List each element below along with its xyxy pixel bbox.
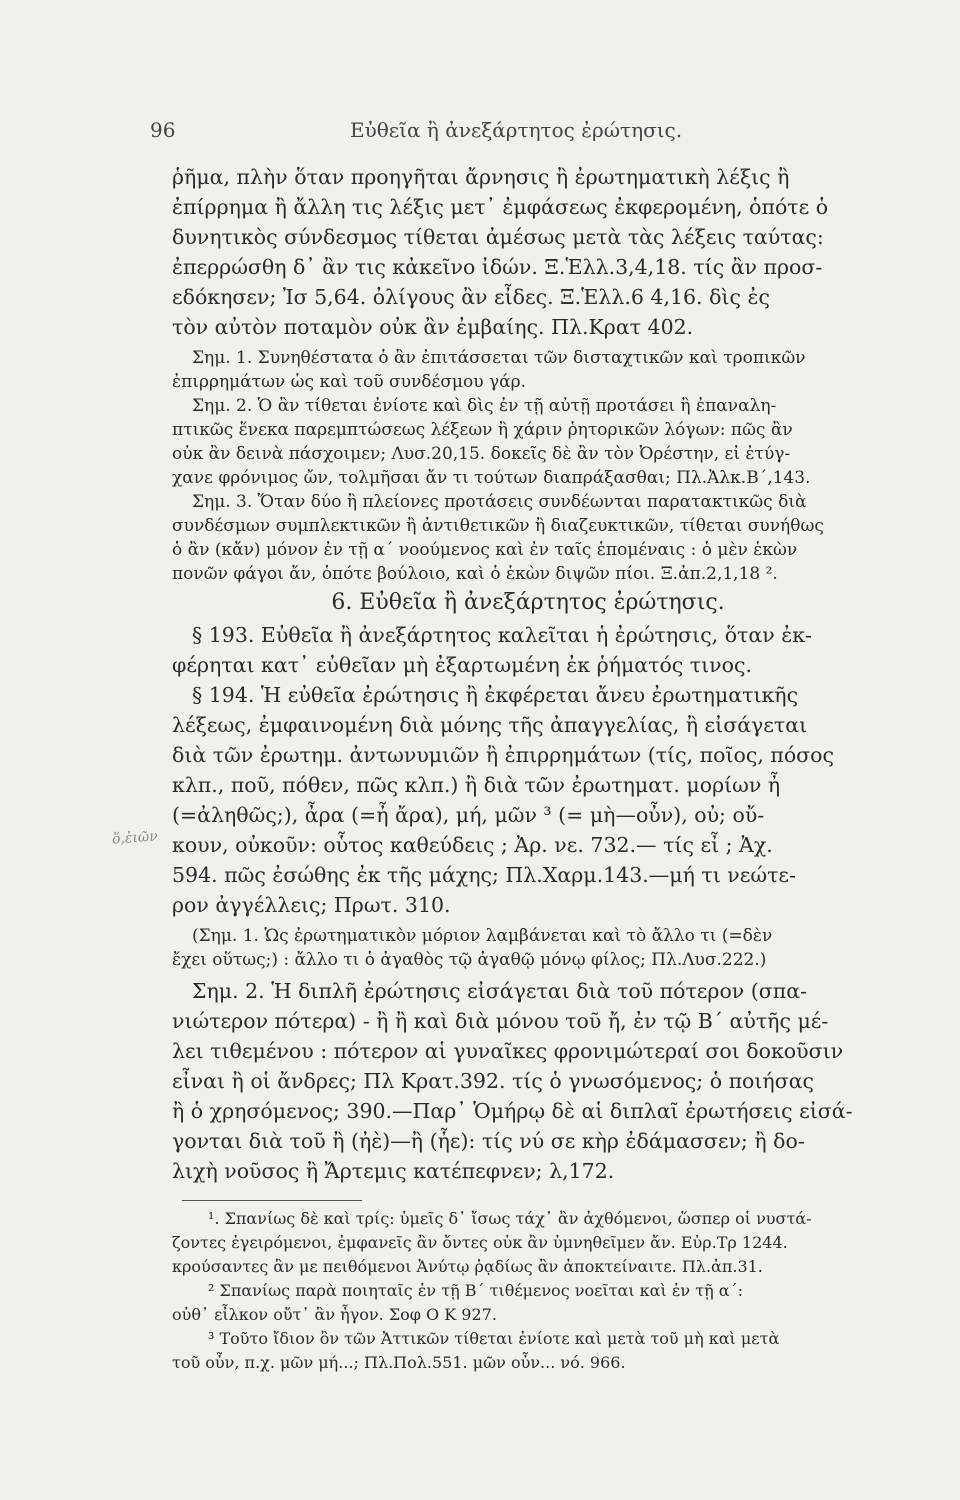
note-line: Σημ. 1. Συνηθέστατα ὁ ἂν ἐπιτάσσεται τῶν δισταχτικῶν καὶ τροπικῶν [192,348,806,368]
note-line: πονῶν φάγοι ἄν, ὁπότε βούλοιο, καὶ ὁ ἑκὼν διψῶν πίοι. Ξ.ἀπ.2,1,18 ². [172,564,778,584]
body-line: εδόκησεν; Ἰσ 5,64. ὀλίγους ἂν εἶδες. Ξ.Ἑλλ.6 4,16. δὶς ἐς [172,285,770,309]
note-line: ἔχει οὕτως;) : ἄλλο τι ὁ ἀγαθὸς τῷ ἀγαθῷ μόνῳ φίλος; Πλ.Λυσ.222.) [172,950,767,970]
note-line: οὐκ ἂν δεινὰ πάσχοιμεν; Λυσ.20,15. δοκεῖς δὲ ἂν τὸν Ὀρέστην, εἰ ἐτύγ- [172,444,791,464]
page-number: 96 [150,118,176,142]
section-line: λει τιθεμένου : πότερον αἱ γυναῖκες φρονιμώτεραί σοι δοκοῦσιν [172,1039,844,1063]
footnote-line: ζοντες ἐγειρόμενοι, ἐμφανεῖς ἂν ὄντες οὐκ ἂν ὑμνηθεῖμεν ἄν. Εὐρ.Τρ 1244. [172,1233,788,1252]
footnote-rule [182,1200,362,1201]
footnote-line: οὐθ᾽ εἶλκον οὔτ᾽ ἂν ἦγον. Σοφ Ο Κ 927. [172,1305,497,1324]
note-line: (Σημ. 1. Ὡς ἐρωτηματικὸν μόριον λαμβάνεται καὶ τὸ ἄλλο τι (=δὲν [192,926,773,946]
note-line: ἐπιρρημάτων ὡς καὶ τοῦ συνδέσμου γάρ. [172,372,526,392]
note-line: πτικῶς ἕνεκα παρεμπτώσεως λέξεων ἢ χάριν ῥητορικῶν λόγων: πῶς ἂν [172,420,793,440]
section-line: ἢ ὁ χρησόμενος; 390.—Παρ᾽ Ὁμήρῳ δὲ αἱ διπλαῖ ἐρωτήσεις εἰσά- [172,1099,853,1123]
running-title: Εὐθεῖα ἢ ἀνεξάρτητος ἐρώτησις. [350,118,683,142]
note-line: ὁ ἂν (κἄν) μόνον ἐν τῇ α΄ νοούμενος καὶ ἐν ταῖς ἑπομέναις : ὁ μὲν ἑκὼν [172,540,798,560]
section-line: Σημ. 2. Ἡ διπλῆ ἐρώτησις εἰσάγεται διὰ τοῦ πότερον (σπα- [192,979,808,1003]
page-body [172,162,884,1375]
section-line: § 193. Εὐθεῖα ἢ ἀνεξάρτητος καλεῖται ἡ ἐρώτησις, ὅταν ἐκ- [192,623,812,647]
body-line: δυνητικὸς σύνδεσμος τίθεται ἀμέσως μετὰ τὰς λέξεις ταύτας: [172,225,824,249]
note-line: χανε φρόνιμος ὤν, τολμῆσαι ἄν τι τούτων διαπράξασθαι; Πλ.Ἀλκ.Β΄,143. [172,468,811,488]
body-line: ἐπίρρημα ἢ ἄλλη τις λέξις μετ᾽ ἐμφάσεως ἐκφερομένη, ὁπότε ὁ [172,195,829,219]
footnote-line: ² Σπανίως παρὰ ποιηταῖς ἐν τῇ Β΄ τιθέμενος νοεῖται καὶ ἐν τῇ α΄: [208,1281,743,1300]
note-line: Σημ. 2. Ὁ ἂν τίθεται ἐνίοτε καὶ δὶς ἐν τῇ αὐτῇ προτάσει ἢ ἐπαναλη- [192,396,777,416]
section-line: εἶναι ἢ οἱ ἄνδρες; Πλ Κρατ.392. τίς ὁ γνωσόμενος; ὁ ποιήσας [172,1069,815,1093]
section-line: διὰ τῶν ἐρωτημ. ἀντωνυμιῶν ἢ ἐπιρρημάτων (τίς, ποῖος, πόσος [172,743,834,767]
section-line: κλπ., ποῦ, πόθεν, πῶς κλπ.) ἢ διὰ τῶν ἐρωτηματ. μορίων ἦ [172,773,781,797]
section-heading: 6. Εὐθεῖα ἢ ἀνεξάρτητος ἐρώτησις. [331,590,725,615]
section-line: φέρηται κατ᾽ εὐθεῖαν μὴ ἐξαρτωμένη ἐκ ῥήματός τινος. [172,653,752,677]
footnote-line: τοῦ οὖν, π.χ. μῶν μή...; Πλ.Πολ.551. μῶν οὖν... νό. 966. [172,1353,626,1372]
footnote-line: ¹. Σπανίως δὲ καὶ τρίς: ὑμεῖς δ᾽ ἴσως τάχ᾽ ἂν ἀχθόμενοι, ὥσπερ οἱ νυστά- [208,1209,812,1228]
note-line: συνδέσμων συμπλεκτικῶν ἢ ἀντιθετικῶν ἢ διαζευκτικῶν, τίθεται συνήθως [172,516,824,536]
section-line: λιχὴ νοῦσος ἢ Ἄρτεμις κατέπεφνεν; λ,172. [172,1159,615,1183]
section-line: 594. πῶς ἐσώθης ἐκ τῆς μάχης; Πλ.Χαρμ.143.—μή τι νεώτε- [172,863,796,887]
body-line: ῥῆμα, πλὴν ὅταν προηγῆται ἄρνησις ἢ ἐρωτηματικὴ λέξις ἢ [172,165,790,189]
footnote-line: κρούσαντες ἂν με πειθόμενοι Ἀνύτῳ ῥᾳδίως ἂν ἀποκτείναιτε. Πλ.ἀπ.31. [172,1257,763,1276]
body-line: τὸν αὐτὸν ποταμὸν οὐκ ἂν ἐμβαίης. Πλ.Κρατ 402. [172,315,694,339]
footnote-line: ³ Τοῦτο ἴδιον ὂν τῶν Ἀττικῶν τίθεται ἐνίοτε καὶ μετὰ τοῦ μὴ καὶ μετὰ [208,1329,780,1348]
section-line: νιώτερον πότερα) - ἢ ἢ καὶ διὰ μόνου τοῦ ἤ, ἐν τῷ Β΄ αὐτῆς μέ- [172,1009,829,1033]
section-line: λέξεως, ἐμφαινομένη διὰ μόνης τῆς ἀπαγγελίας, ἢ εἰσάγεται [172,713,808,737]
margin-handwritten-note: ὅ,ἐιῶν [111,828,159,848]
body-line: ἐπερρώσθη δ᾽ ἂν τις κἀκεῖνο ἰδών. Ξ.Ἑλλ.3,4,18. τίς ἂν προσ- [172,255,823,279]
section-line: § 194. Ἡ εὐθεῖα ἐρώτησις ἢ ἐκφέρεται ἄνευ ἐρωτηματικῆς [192,683,799,707]
section-line: ρον ἀγγέλλεις; Πρωτ. 310. [172,893,451,917]
section-line: (=ἀληθῶς;), ἆρα (=ἦ ἄρα), μή, μῶν ³ (= μὴ—οὖν), οὐ; οὔ- [172,803,765,827]
note-line: Σημ. 3. Ὅταν δύο ἢ πλείονες προτάσεις συνδέωνται παρατακτικῶς διὰ [192,492,807,512]
section-line: γονται διὰ τοῦ ἢ (ἠὲ)—ἢ (ἦε): τίς νύ σε κὴρ ἐδάμασσεν; ἢ δο- [172,1129,805,1153]
section-line: κουν, οὐκοῦν: οὗτος καθεύδεις ; Ἀρ. νε. 732.— τίς εἶ ; Ἀχ. [172,833,773,857]
